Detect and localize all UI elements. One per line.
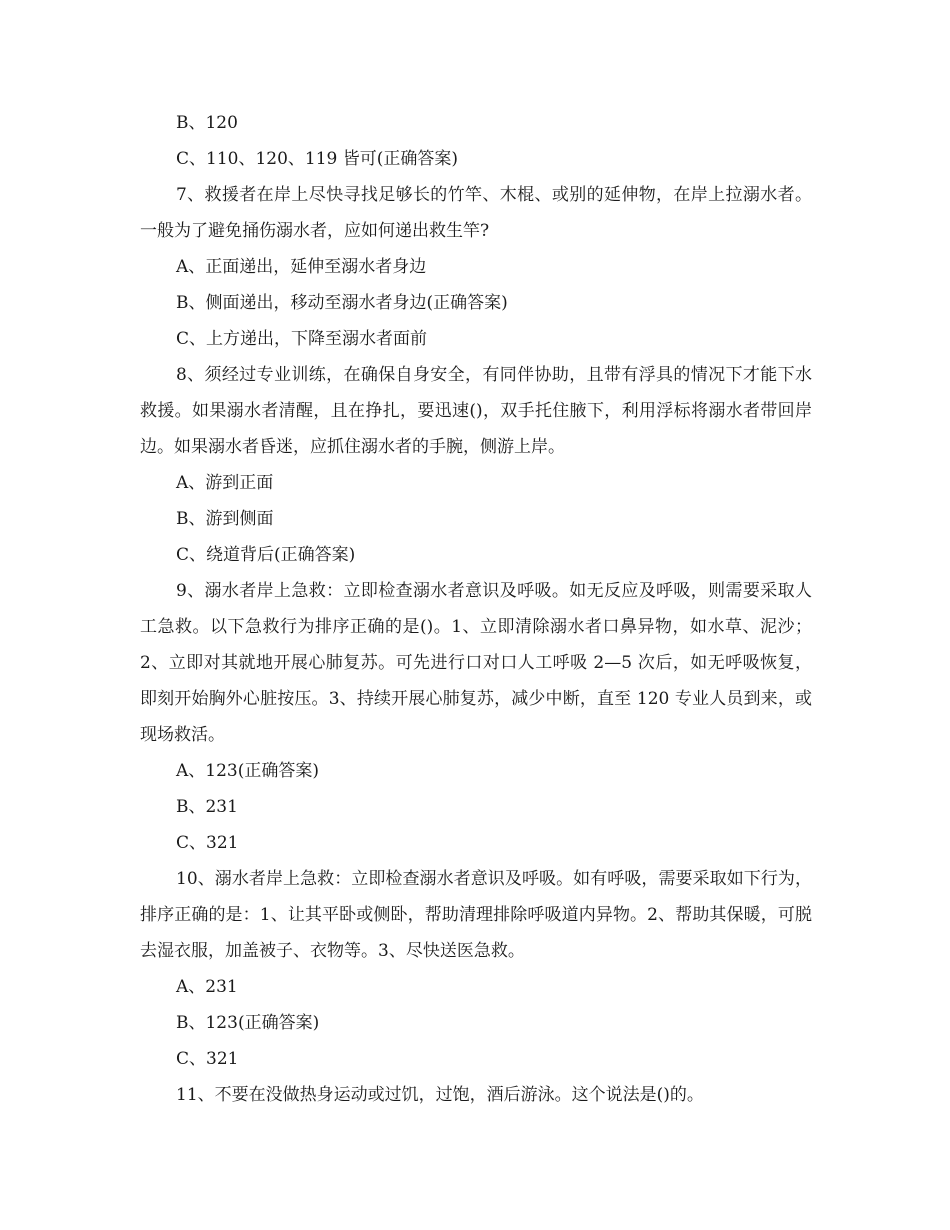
- option-a-q7: A、正面递出，延伸至溺水者身边: [176, 257, 427, 277]
- question-10: 10、溺水者岸上急救：立即检查溺水者意识及呼吸。如有呼吸，需要采取如下行为，排序正确的是：1、让其平卧或侧卧，帮助清理排除呼吸道内异物。2、帮助其保暖，可脱去湿衣服，加盖被子、衣物等。3、尽快送医急救。: [140, 869, 812, 961]
- option-c-q8: C、绕道背后(正确答案): [176, 545, 356, 565]
- question-11: 11、不要在没做热身运动或过饥，过饱，酒后游泳。这个说法是()的。: [176, 1085, 704, 1105]
- question-7: 7、救援者在岸上尽快寻找足够长的竹竿、木棍、或别的延伸物，在岸上拉溺水者。一般为了避免捅伤溺水者，应如何递出救生竿?: [140, 185, 812, 241]
- option-b-q8: B、游到侧面: [176, 509, 274, 529]
- option-a-q10: A、231: [176, 977, 238, 997]
- option-a-q8: A、游到正面: [176, 473, 274, 493]
- question-9: 9、溺水者岸上急救：立即检查溺水者意识及呼吸。如无反应及呼吸，则需要采取人工急救。以下急救行为排序正确的是()。1、立即清除溺水者口鼻异物，如水草、泥沙；2、立即对其就地开展心肺复苏。可先进行口对口人工呼吸 2—5 次后，如无呼吸恢复，即刻开始胸外心脏按压。3、持续开展心肺复苏，减少中断，直至 120 专业人员到来，或现场救活。: [140, 581, 812, 745]
- document-body: [140, 105, 812, 1113]
- option-c-q9: C、321: [176, 833, 239, 853]
- option-b-q10: B、123(正确答案): [176, 1013, 320, 1033]
- option-c-q6: C、110、120、119 皆可(正确答案): [176, 149, 459, 169]
- question-8: 8、须经过专业训练，在确保自身安全，有同伴协助，且带有浮具的情况下才能下水救援。如果溺水者清醒，且在挣扎，要迅速()，双手托住腋下，利用浮标将溺水者带回岸边。如果溺水者昏迷，应抓住溺水者的手腕，侧游上岸。: [140, 365, 812, 457]
- option-a-q9: A、123(正确答案): [176, 761, 319, 781]
- option-b-q7: B、侧面递出，移动至溺水者身边(正确答案): [176, 293, 508, 313]
- option-b-q9: B、231: [176, 797, 238, 817]
- option-c-q7: C、上方递出，下降至溺水者面前: [176, 329, 428, 349]
- option-b-q6: B、120: [176, 113, 238, 133]
- option-c-q10: C、321: [176, 1049, 239, 1069]
